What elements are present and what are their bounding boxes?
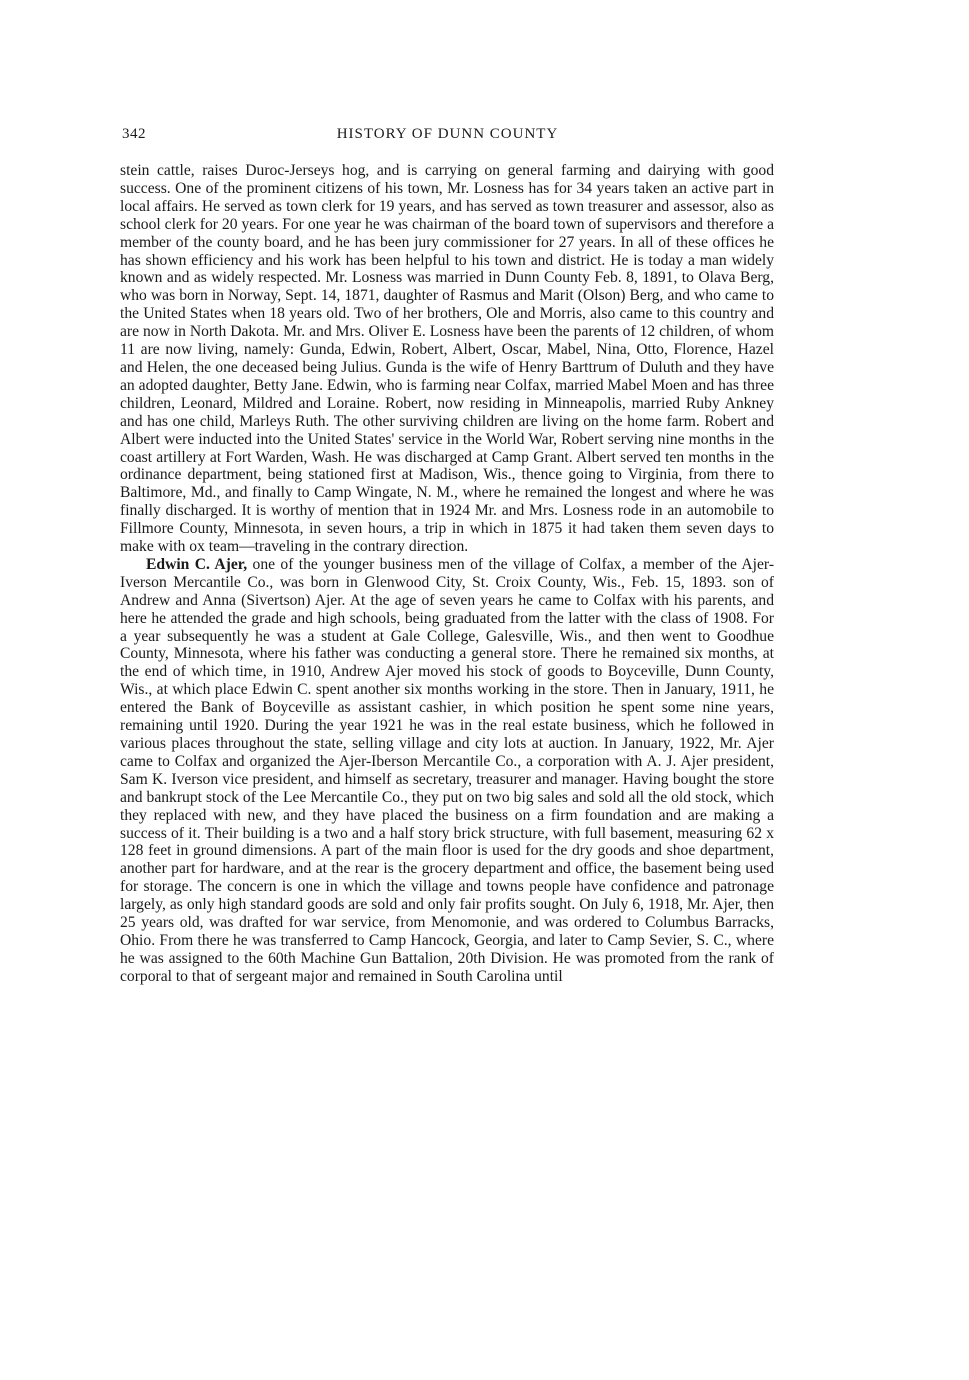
running-head bbox=[122, 126, 773, 148]
page-number: 342 bbox=[122, 126, 146, 142]
biography-body-text: one of the younger business men of the village of Colfax, a member of the Ajer-Iverson Mercantile Co., was born in Glenwood City, St. Croix County, Wis., Feb. 15, 1893. son of Andrew and Anna (Sivertson) Ajer. At the age of seven years he came to Colfax with his parents, and here he attended the grade and high schools, being graduated from the latter with the class of 1908. For a year subsequently he was a student at Gale College, Galesville, Wis., and then went to Goodhue County, Minnesota, where his father was conducting a general store. There he remained six months, at the end of which time, in 1910, Andrew Ajer moved his stock of goods to Boyceville, Dunn County, Wis., at which place Edwin C. spent another six months working in the store. Then in January, 1911, he entered the Bank of Boyceville as assistant cashier, in which position he spent some nine years, remaining until 1920. During the year 1921 he was in the real estate business, which he followed in various places throughout the state, selling village and city lots at auction. In January, 1922, Mr. Ajer came to Colfax and organized the Ajer-Iberson Mercantile Co., a corporation with A. J. Ajer president, Sam K. Iverson vice president, and himself as secretary, treasurer and manager. Having bought the store and bankrupt stock of the Lee Mercantile Co., they put on two big sales and sold all the old stock, which they replaced with new, and they have placed the business on a firm foundation and are making a success of it. Their building is a two and a half story brick structure, with full basement, measuring 62 x 128 feet in ground dimensions. A part of the main floor is used for the dry goods and shoe department, another part for hardware, and at the rear is the grocery department and office, the basement being used for storage. The concern is one in which the village and towns people have confidence and patronage largely, as only high standard goods are sold and only fair profits sought. On July 6, 1918, Mr. Ajer, then 25 years old, was drafted for war service, from Menomonie, and was ordered to Columbus Barracks, Ohio. From there he was transferred to Camp Hancock, Georgia, and later to Camp Sevier, S. C., where he was assigned to the 60th Machine Gun Battalion, 20th Division. He was promoted from the rank of corporal to that of sergeant major and remained in South Carolina until bbox=[120, 555, 775, 985]
body-text bbox=[120, 162, 774, 986]
biography-subject-name: Edwin C. Ajer, bbox=[146, 555, 248, 573]
running-title: HISTORY OF DUNN COUNTY bbox=[336, 126, 559, 142]
paragraph-edwin-ajer bbox=[120, 556, 774, 986]
paragraph-losness-continued: stein cattle, raises Duroc-Jerseys hog, and is carrying on general farming and dairying with good success. One of the prominent citizens of his town, Mr. Losness has for 34 years taken an active part in local affairs. He served as town clerk for 19 years, and has served as town treasurer and assessor, also as school clerk for 20 years. For one year he was chairman of the board town of supervisors and therefore a member of the county board, and he has been jury commissioner for 27 years. In all of these offices he has shown efficiency and his work has been helpful to his town and district. He is today a man widely known and as widely respected. Mr. Losness was married in Dunn County Feb. 8, 1891, to Olava Berg, who was born in Norway, Sept. 14, 1871, daughter of Rasmus and Marit (Olson) Berg, and who came to the United States when 18 years old. Two of her brothers, Ole and Morris, also came to this country and are now in North Dakota. Mr. and Mrs. Oliver E. Losness have been the parents of 12 children, of whom 11 are now living, namely: Gunda, Edwin, Robert, Albert, Oscar, Mabel, Nina, Otto, Florence, Hazel and Helen, the one deceased being Julius. Gunda is the wife of Henry Barttrum of Duluth and they have an adopted daughter, Betty Jane. Edwin, who is farming near Colfax, married Mabel Moen and has three children, Leonard, Mildred and Loraine. Robert, now residing in Minneapolis, married Ruby Ankney and has one child, Marleys Ruth. The other surviving children are living on the home farm. Robert and Albert were inducted into the United States' service in the World War, Robert serving nine months in the coast artillery at Fort Warden, Wash. He was discharged at Camp Grant. Albert served ten months in the ordinance department, being stationed first at Madison, Wis., thence going to Virginia, from there to Baltimore, Md., and finally to Camp Wingate, N. M., where he remained the longest and where he was finally discharged. It is worthy of mention that in 1924 Mr. and Mrs. Losness rode in an automobile to Fillmore County, Minnesota, in seven hours, a trip in which in 1875 it had taken them seven days to make with ox team—traveling in the contrary direction. bbox=[120, 162, 774, 556]
